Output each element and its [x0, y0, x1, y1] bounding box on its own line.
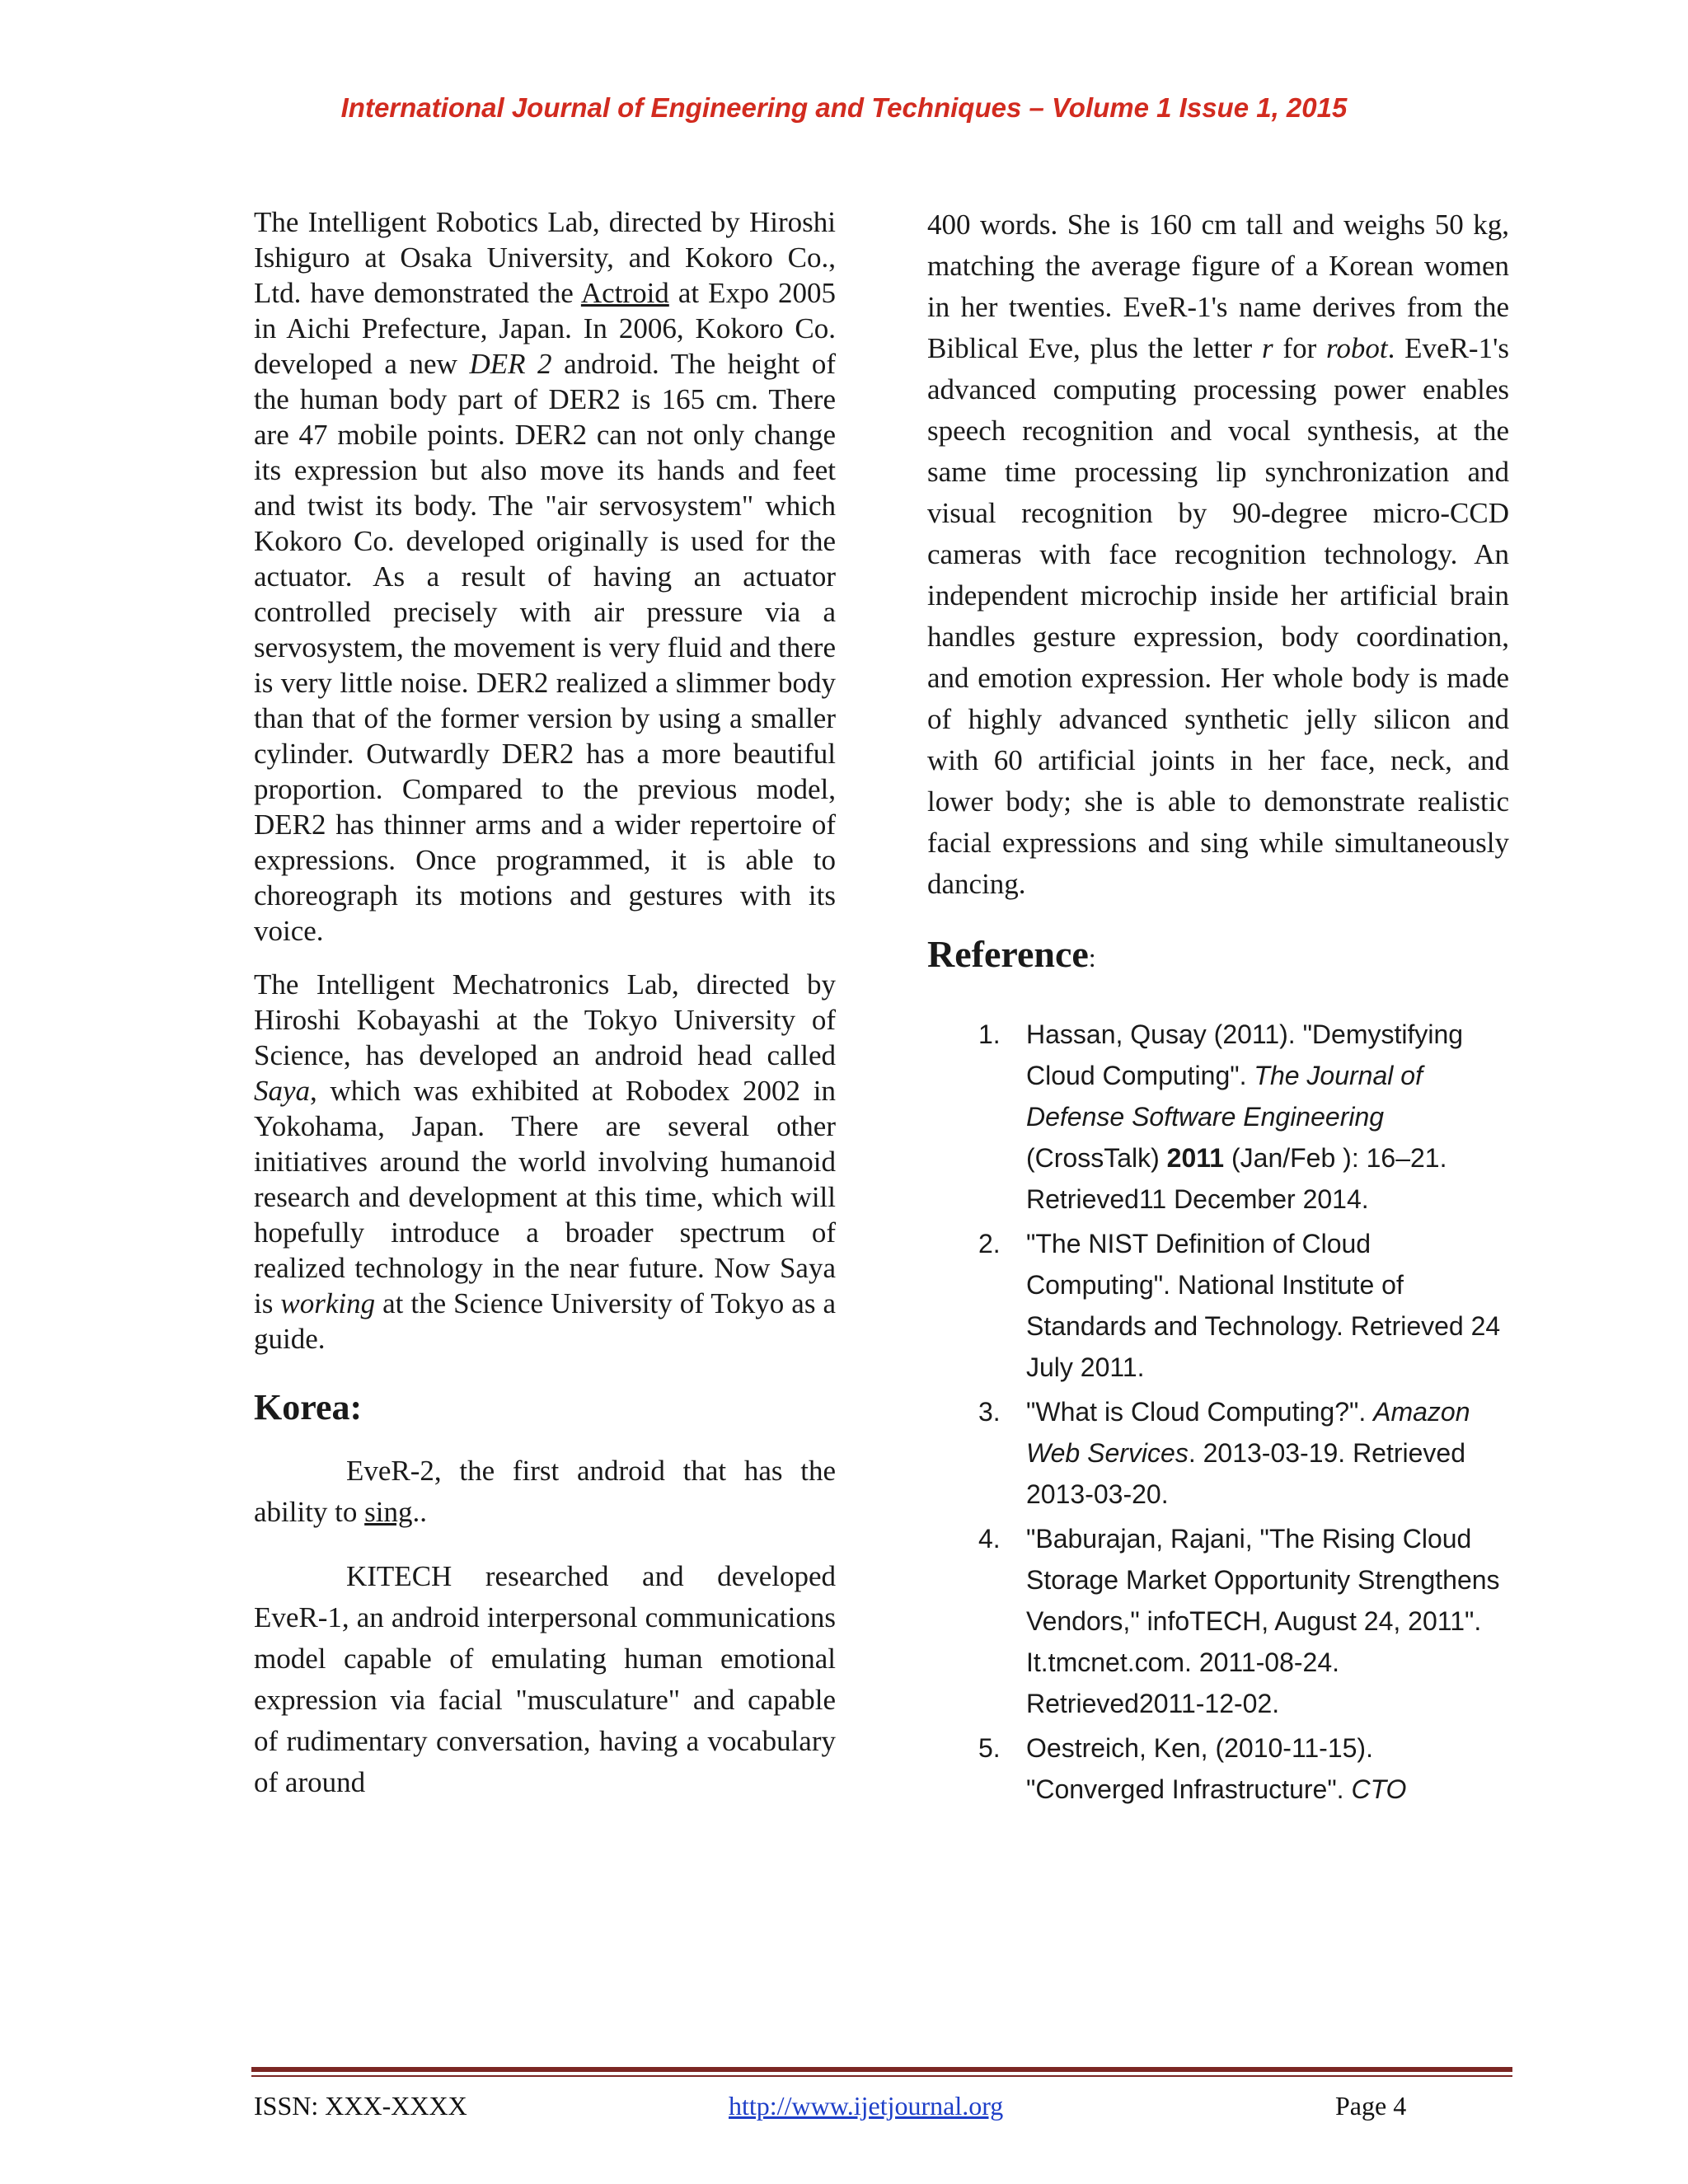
- reference-number: 2.: [978, 1229, 1001, 1258]
- reference-heading: [927, 931, 1509, 981]
- left-column: [254, 204, 836, 1803]
- text-segment: "The NIST Definition of Cloud Computing". National Institute of Standards and Technology. Retrieved 24 July 2011.: [1026, 1229, 1501, 1382]
- reference-item: [927, 1518, 1509, 1724]
- reference-heading-text: Reference: [927, 933, 1089, 975]
- der2-emphasis: DER 2: [469, 348, 552, 380]
- paragraph-saya: [254, 967, 836, 1357]
- volume-bold: 2011: [1166, 1143, 1225, 1173]
- reference-item: [927, 1223, 1509, 1388]
- source-emphasis: Amazon Web Services: [1026, 1397, 1470, 1468]
- saya-emphasis: Saya: [254, 1075, 311, 1107]
- actroid-link[interactable]: Actroid: [580, 277, 669, 309]
- reference-number: 1.: [978, 1019, 1001, 1049]
- reference-number: 3.: [978, 1397, 1001, 1427]
- text-segment: Hassan, Qusay (2011). "Demystifying Cloud Computing".: [1026, 1019, 1464, 1090]
- text-segment: "What is Cloud Computing?".: [1026, 1397, 1374, 1427]
- paragraph-kitech: KITECH researched and developed EveR-1, an android interpersonal communications model capable of emulating human emotional expression via facial "musculature" and capable of rudimentary conversation, having a vocabulary of around: [254, 1560, 836, 1798]
- journal-header: International Journal of Engineering and Techniques – Volume 1 Issue 1, 2015: [340, 92, 1348, 123]
- reference-item: [927, 1391, 1509, 1515]
- paragraph-ever2: [254, 1451, 836, 1533]
- text-segment: (Jan/Feb ): 16–21. Retrieved11 December 2014.: [1026, 1143, 1447, 1214]
- right-column: [927, 204, 1509, 1813]
- footer-rule-thin: [251, 2075, 1512, 2077]
- text-segment: . EveR-1's advanced computing processing power enables speech recognition and vocal synthesis, at the same time processing lip synchronization and visual recognition by 90-degree micro-CCD cameras with face recognition technology. An independent microchip inside her artificial brain handles gesture expression, body coordination, and emotion expression. Her whole body is made of highly advanced synthetic jelly silicon and with 60 artificial joints in her face, neck, and lower body; she is able to demonstrate realistic facial expressions and sing while simultaneously dancing.: [927, 332, 1509, 900]
- footer-issn: ISSN: XXX-XXXX: [254, 2091, 467, 2121]
- text-segment: "Baburajan, Rajani, "The Rising Cloud Storage Market Opportunity Strengthens Vendors," infoTECH, August 24, 2011". It.tmcnet.com. 2011-08-24. Retrieved2011-12-02.: [1026, 1524, 1500, 1718]
- text-segment: , which was exhibited at Robodex 2002 in Yokohama, Japan. There are several other initiatives around the world involving humanoid research and development at this time, which will hopefully introduce a broader spectrum of realized technology in the near future. Now Saya is: [254, 1075, 836, 1319]
- paragraph-ever1: [927, 204, 1509, 905]
- text-segment: . 2013-03-19. Retrieved 2013-03-20.: [1026, 1438, 1466, 1509]
- reference-number: 5.: [978, 1733, 1001, 1763]
- text-segment: android. The height of the human body part of DER2 is 165 cm. There are 47 mobile points. DER2 can not only change its expression but also move its hands and feet and twist its body. The "air servosystem" which Kokoro Co. developed originally is used for the actuator. As a result of having an actuator controlled precisely with air pressure via a servosystem, the movement is very fluid and there is very little noise. DER2 realized a slimmer body than that of the former version by using a smaller cylinder. Outwardly DER2 has a more beautiful proportion. Compared to the previous model, DER2 has thinner arms and a wider repertoire of expressions. Once programmed, it is able to choreograph its motions and gestures with its voice.: [254, 348, 836, 947]
- r-emphasis: r: [1262, 332, 1273, 364]
- sing-link[interactable]: sing: [364, 1496, 413, 1528]
- text-segment: at Expo 2005 in Aichi Prefecture, Japan. In 2006, Kokoro Co. developed a new: [254, 277, 836, 380]
- text-segment: at the Science University of Tokyo as a guide.: [254, 1287, 836, 1355]
- footer-rule: [251, 2067, 1512, 2072]
- working-emphasis: working: [280, 1287, 376, 1319]
- text-segment: ..: [412, 1496, 428, 1528]
- text-segment: The Intelligent Mechatronics Lab, directed by Hiroshi Kobayashi at the Tokyo University of Science, has developed an android head called: [254, 968, 836, 1071]
- footer-journal-link[interactable]: http://www.ijetjournal.org: [729, 2091, 1004, 2121]
- text-segment: 400 words. She is 160 cm tall and weighs 50 kg, matching the average figure of a Korean women in her twenties. EveR-1's name derives from the Biblical Eve, plus the letter: [927, 209, 1509, 364]
- reference-item: [927, 1727, 1509, 1810]
- text-segment: The Intelligent Robotics Lab, directed by Hiroshi Ishiguro at Osaka University, and Kokoro Co., Ltd. have demonstrated the: [254, 206, 836, 309]
- reference-heading-colon: :: [1088, 943, 1096, 972]
- text-segment: for: [1273, 332, 1327, 364]
- text-segment: Oestreich, Ken, (2010-11-15). "Converged Infrastructure".: [1026, 1733, 1373, 1804]
- reference-number: 4.: [978, 1524, 1001, 1554]
- paragraph-actroid: [254, 204, 836, 949]
- reference-item: [927, 1014, 1509, 1220]
- journal-emphasis: The Journal of Defense Software Engineering: [1026, 1061, 1423, 1132]
- source-emphasis: CTO: [1351, 1774, 1407, 1804]
- text-segment: (CrossTalk): [1026, 1143, 1167, 1173]
- reference-list: [927, 1014, 1509, 1810]
- text-segment: EveR-2, the first android that has the ability to: [254, 1455, 836, 1528]
- robot-emphasis: robot: [1326, 332, 1388, 364]
- footer-page-number: Page 4: [1335, 2091, 1407, 2121]
- korea-heading: Korea:: [254, 1387, 363, 1427]
